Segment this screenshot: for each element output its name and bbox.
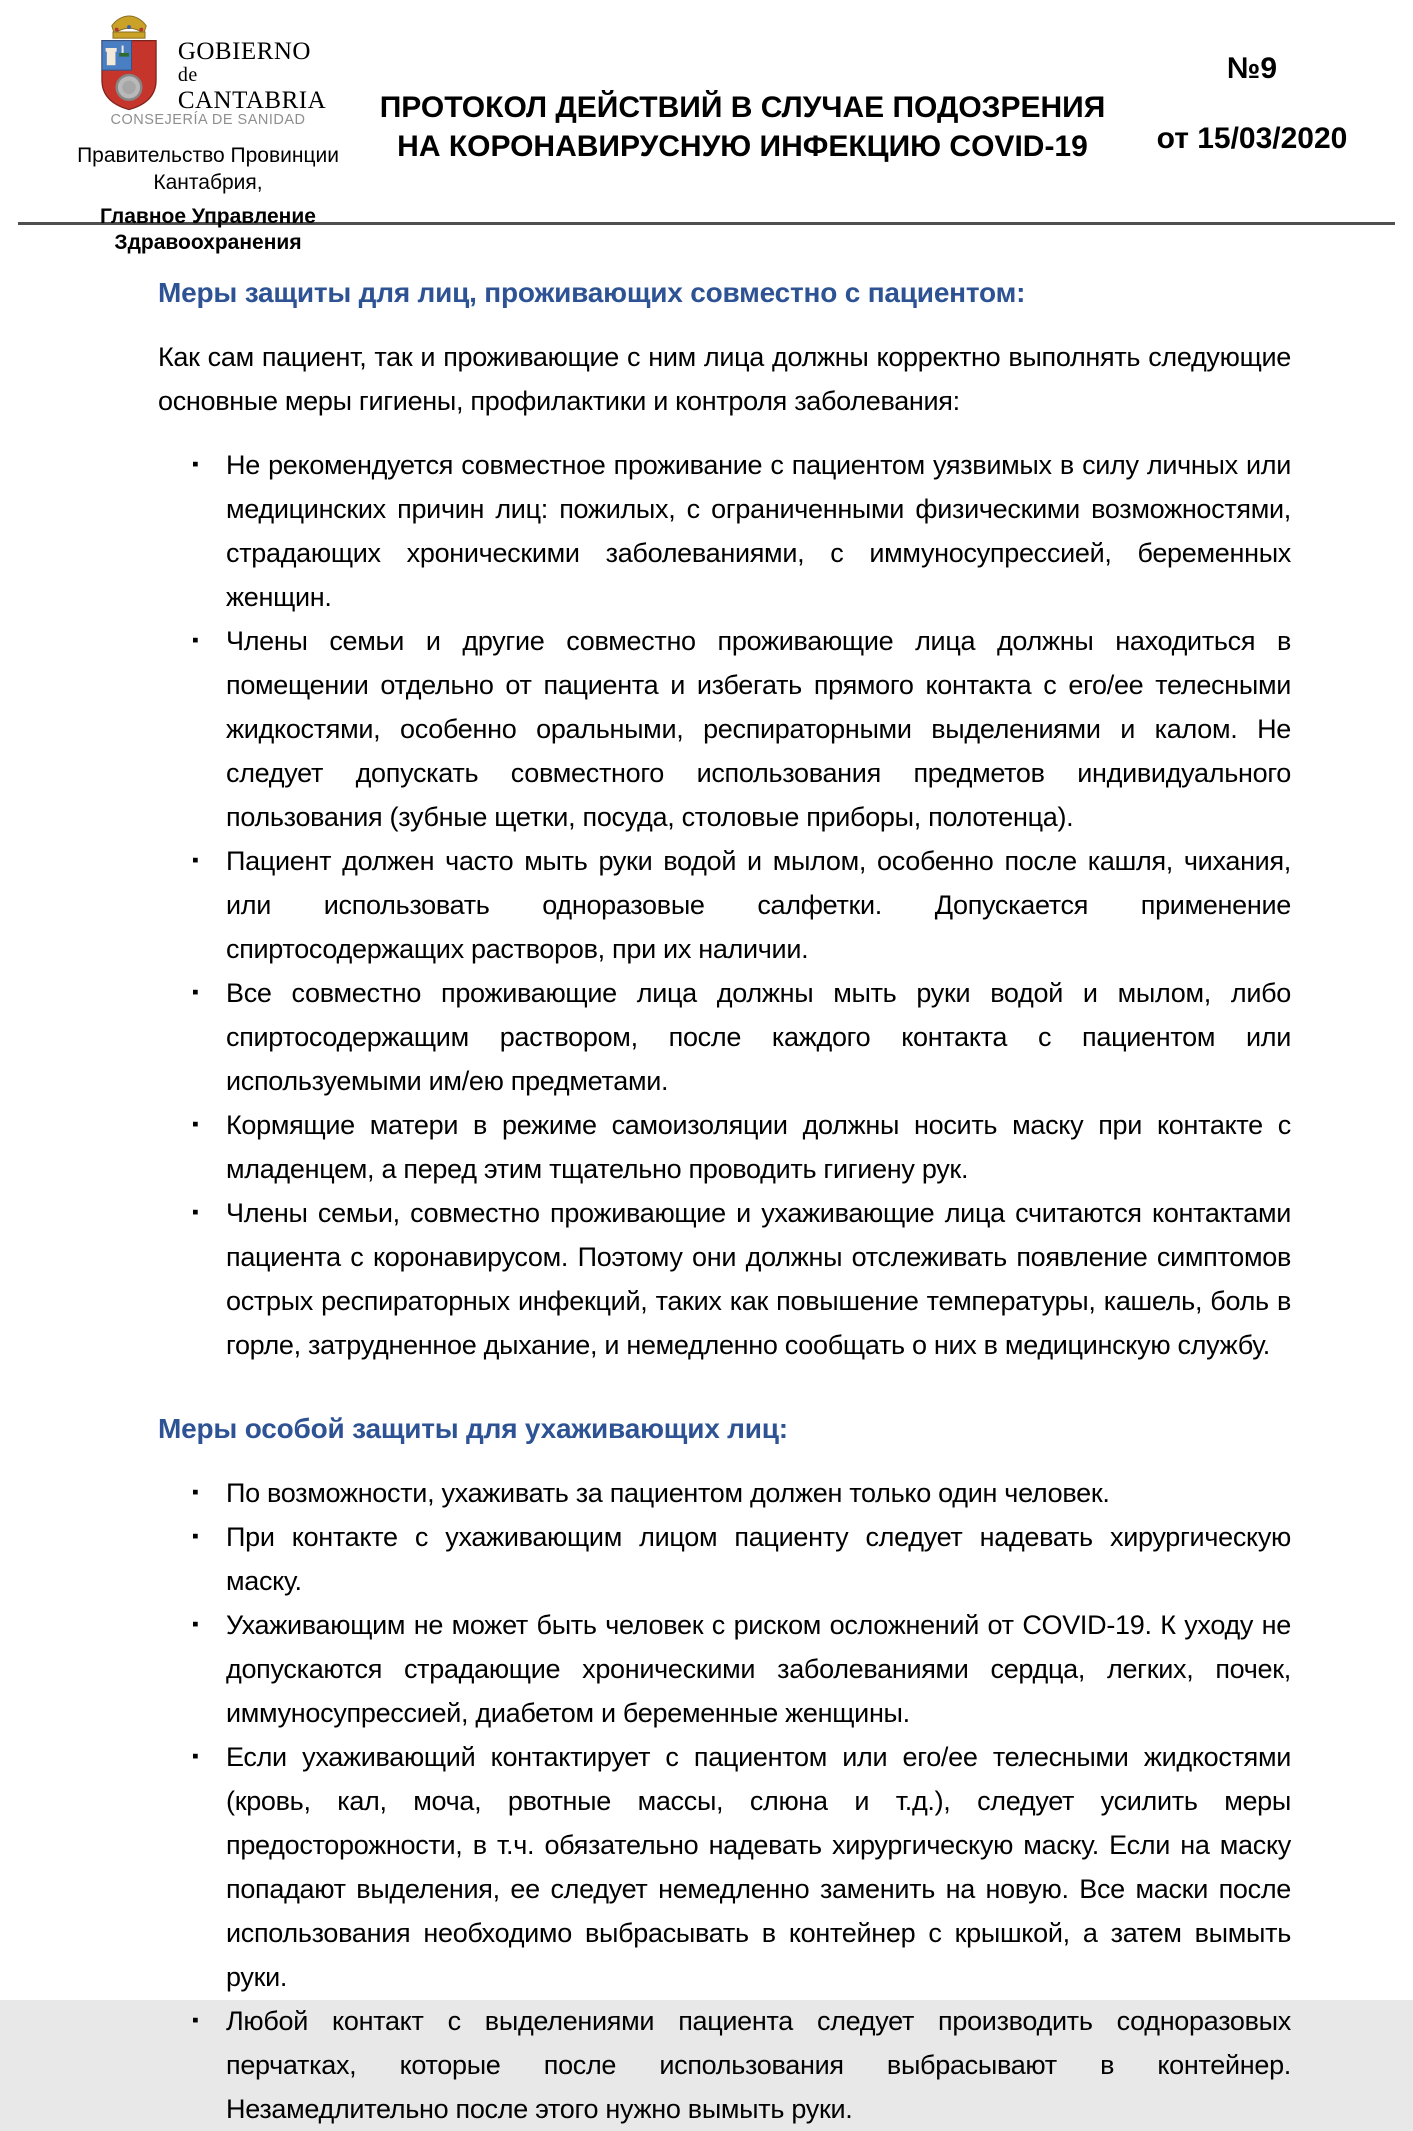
brand-name <box>178 16 326 114</box>
crown-icon <box>112 16 146 38</box>
section-heading: Меры особой защиты для ухаживающих лиц: <box>158 1413 788 1444</box>
brand-block <box>58 16 358 257</box>
brand-logo-row <box>58 16 358 114</box>
list-item: ▪ Любой контакт с выделениями пациента следует производить содноразовых перчатках, которые после использования выбрасывают в контейнер. Незамедлительно после этого нужно вымыть руки. <box>192 1999 1291 2131</box>
document-body <box>0 225 1413 2131</box>
brand-name-line2: de <box>177 64 198 86</box>
dept-name: Главное Управление Здравоохранения <box>100 205 316 255</box>
section-household-measures <box>158 277 1291 1367</box>
doc-meta-block <box>1127 16 1377 156</box>
list-item: ▪ Если ухаживающий контактирует с пациентом или его/ее телесными жидкостями (кровь, кал, моча, рвотные массы, слюна и т.д.), следует усилить меры предосторожности, в т.ч. обязательно надевать хирургическую маску. Если на маску попадают выделения, ее следует немедленно заменить на новую. Все маски после использования необходимо выбрасывать в контейнер с крышкой, а затем вымыть руки. <box>192 1735 1291 1999</box>
list-item: ▪ Члены семьи и другие совместно проживающие лица должны находиться в помещении отдельно от пациента и избегать прямого контакта с его/ее телесными жидкостями, особенно оральными, респираторными выделениями и калом. Не следует допускать совместного использования предметов индивидуального пользования (зубные щетки, посуда, столовые приборы, полотенца). <box>192 619 1291 839</box>
document-header <box>0 0 1413 255</box>
list-item: ▪ По возможности, ухаживать за пациентом должен только один человек. <box>192 1471 1291 1515</box>
title-block <box>358 16 1127 166</box>
bullet-list <box>158 443 1291 1367</box>
section-caregiver-measures <box>158 1413 1291 2131</box>
list-item: ▪ При контакте с ухаживающим лицом пациенту следует надевать хирургическую маску. <box>192 1515 1291 1603</box>
list-item: ▪ Члены семьи, совместно проживающие и ухаживающие лица считаются контактами пациента с коронавирусом. Поэтому они должны отслеживать появление симптомов острых респираторных инфекций, таких как повышение температуры, кашель, боль в горле, затрудненное дыхание, и немедленно сообщать о них в медицинскую службу. <box>192 1191 1291 1367</box>
brand-name-line1: GOBIERNO <box>177 38 311 65</box>
section-intro: Как сам пациент, так и проживающие с ним лица должны корректно выполнять следующие основные меры гигиены, профилактики и контроля заболевания: <box>158 342 1291 416</box>
doc-number: №9 <box>1226 52 1278 85</box>
doc-date: от 15/03/2020 <box>1156 122 1348 155</box>
list-item: ▪ Не рекомендуется совместное проживание с пациентом уязвимых в силу личных или медицинских причин лиц: пожилых, с ограниченными физическими возможностями, страдающих хроническими заболеваниями, с иммуносупрессией, беременных женщин. <box>192 443 1291 619</box>
bullet-list <box>158 1471 1291 2131</box>
list-item: ▪ Пациент должен часто мыть руки водой и мылом, особенно после кашля, чихания, или использовать одноразовые салфетки. Допускается применение спиртосодержащих растворов, при их наличии. <box>192 839 1291 971</box>
list-item: ▪ Ухаживающим не может быть человек с риском осложнений от COVID-19. К уходу не допускаются страдающие хроническими заболеваниями сердца, легких, почек, иммуносупрессией, диабетом и беременные женщины. <box>192 1603 1291 1735</box>
list-item: ▪ Все совместно проживающие лица должны мыть руки водой и мылом, либо спиртосодержащим раствором, после каждого контакта с пациентом или используемыми им/ею предметами. <box>192 971 1291 1103</box>
brand-name-line3: CANTABRIA <box>177 86 327 114</box>
document-title: ПРОТОКОЛ ДЕЙСТВИЙ В СЛУЧАЕ ПОДОЗРЕНИЯ НА КОРОНАВИРУСНУЮ ИНФЕКЦИЮ COVID-19 <box>379 91 1106 163</box>
brand-subtitle: CONSEJERÍA DE SANIDAD <box>110 111 306 128</box>
org-name: Правительство Провинции Кантабрия, <box>77 143 339 194</box>
cantabria-coat-of-arms-icon <box>90 16 168 112</box>
list-item: ▪ Кормящие матери в режиме самоизоляции должны носить маску при контакте с младенцем, а перед этим тщательно проводить гигиену рук. <box>192 1103 1291 1191</box>
section-heading: Меры защиты для лиц, проживающих совместно с пациентом: <box>158 277 1026 308</box>
shield-icon <box>102 41 156 110</box>
